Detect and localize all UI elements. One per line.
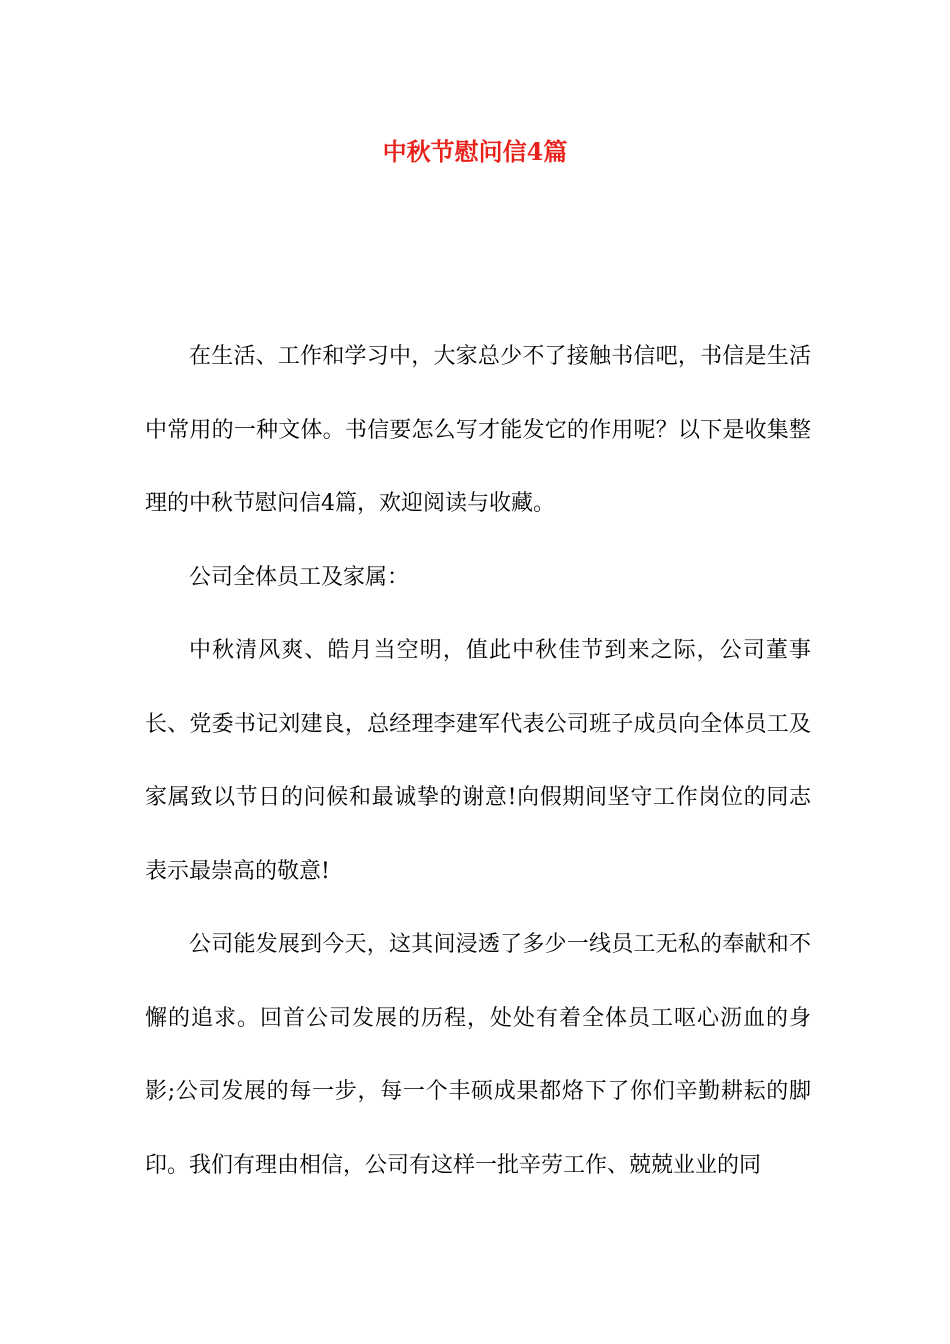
paragraph-intro: 在生活、工作和学习中，大家总少不了接触书信吧，书信是生活中常用的一种文体。书信要怎么写才能发它的作用呢？以下是收集整理的中秋节慰问信4篇，欢迎阅读与收藏。 bbox=[145, 344, 811, 516]
paragraph-greeting: 中秋清风爽、皓月当空明，值此中秋佳节到来之际，公司董事长、党委书记刘建良，总经理李建军代表公司班子成员向全体员工及家属致以节日的问候和最诚挚的谢意!向假期间坚守工作岗位的同志表示最崇高的敬意! bbox=[145, 638, 811, 884]
paragraph-salutation: 公司全体员工及家属： bbox=[189, 564, 410, 590]
document-body bbox=[145, 320, 811, 1202]
document-title: 中秋节慰问信4篇 bbox=[382, 137, 568, 166]
paragraph-development: 公司能发展到今天，这其间浸透了多少一线员工无私的奉献和不懈的追求。回首公司发展的历程，处处有着全体员工呕心沥血的身影;公司发展的每一步，每一个丰硕成果都烙下了你们辛勤耕耘的脚印。我们有理由相信，公司有这样一批辛劳工作、兢兢业业的同 bbox=[145, 932, 811, 1178]
